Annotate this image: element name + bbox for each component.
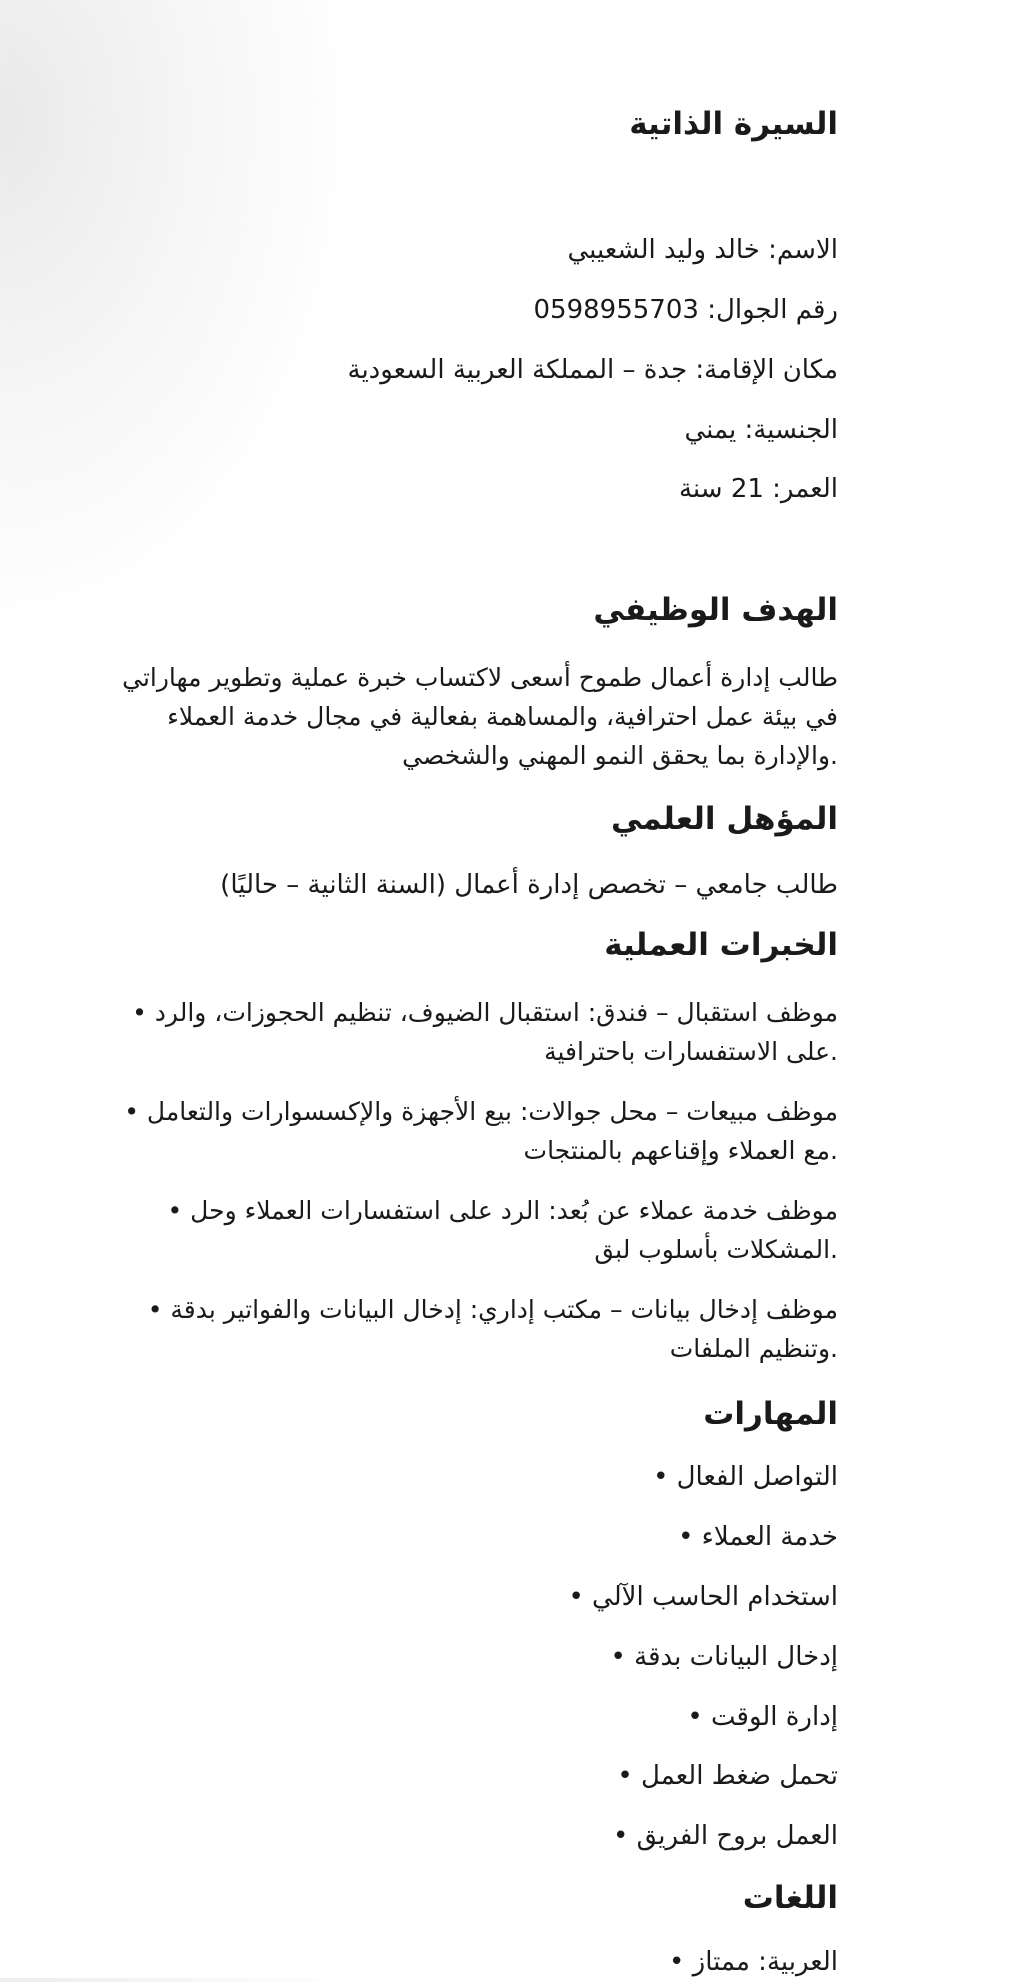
skill-item: استخدام الحاسب الآلي • [568, 1582, 838, 1612]
education-text: طالب جامعي – تخصص إدارة أعمال (السنة الثانية – حاليًا) [220, 870, 838, 900]
objective-line: في بيئة عمل احترافية، والمساهمة بفعالية في مجال خدمة العملاء [167, 702, 838, 731]
personal-age: العمر: 21 سنة [678, 474, 838, 504]
education-heading: المؤهل العلمي [610, 801, 838, 837]
experience-item-line: .وتنظيم الملفات [669, 1334, 838, 1363]
skill-item: العمل بروح الفريق • [612, 1821, 838, 1851]
experience-item-line: موظف استقبال – فندق: استقبال الضيوف، تنظيم الحجوزات، والرد • [132, 998, 838, 1027]
experience-item-line: .مع العملاء وإقناعهم بالمنتجات [523, 1136, 838, 1165]
skill-item: إدخال البيانات بدقة • [610, 1642, 838, 1672]
objective-paragraph [28, 658, 838, 775]
skills-heading: المهارات [703, 1396, 838, 1432]
personal-nationality: الجنسية: يمني [684, 415, 838, 445]
experience-item-line: موظف مبيعات – محل جوالات: بيع الأجهزة والإكسسوارات والتعامل • [124, 1097, 838, 1126]
experience-item [28, 993, 838, 1071]
personal-phone [534, 290, 838, 330]
skill-item: تحمل ضغط العمل • [617, 1761, 838, 1791]
experience-item [28, 1092, 838, 1170]
experience-heading: الخبرات العملية [604, 927, 838, 963]
objective-line: طالب إدارة أعمال طموح أسعى لاكتساب خبرة عملية وتطوير مهاراتي [122, 663, 838, 692]
phone-label: رقم الجوال: [707, 295, 838, 325]
objective-line: .والإدارة بما يحقق النمو المهني والشخصي [402, 741, 838, 770]
experience-item-line: موظف إدخال بيانات – مكتب إداري: إدخال البيانات والفواتير بدقة • [147, 1295, 838, 1324]
languages-heading: اللغات [742, 1880, 838, 1916]
experience-item [28, 1290, 838, 1368]
document-title: السيرة الذاتية [629, 106, 838, 142]
phone-number: 0598955703 [533, 295, 699, 325]
experience-item [28, 1191, 838, 1269]
skill-item: إدارة الوقت • [687, 1702, 838, 1732]
experience-item-line: موظف خدمة عملاء عن بُعد: الرد على استفسارات العملاء وحل • [167, 1196, 838, 1225]
language-item: العربية: ممتاز • [669, 1947, 838, 1977]
experience-item-line: .المشكلات بأسلوب لبق [594, 1235, 838, 1264]
personal-residence: مكان الإقامة: جدة – المملكة العربية السعودية [347, 355, 838, 385]
objective-heading: الهدف الوظيفي [593, 592, 838, 628]
skill-item: خدمة العملاء • [678, 1522, 838, 1552]
personal-name: الاسم: خالد وليد الشعيبي [567, 235, 838, 265]
skill-item: التواصل الفعال • [653, 1462, 838, 1492]
experience-item-line: .على الاستفسارات باحترافية [544, 1037, 838, 1066]
